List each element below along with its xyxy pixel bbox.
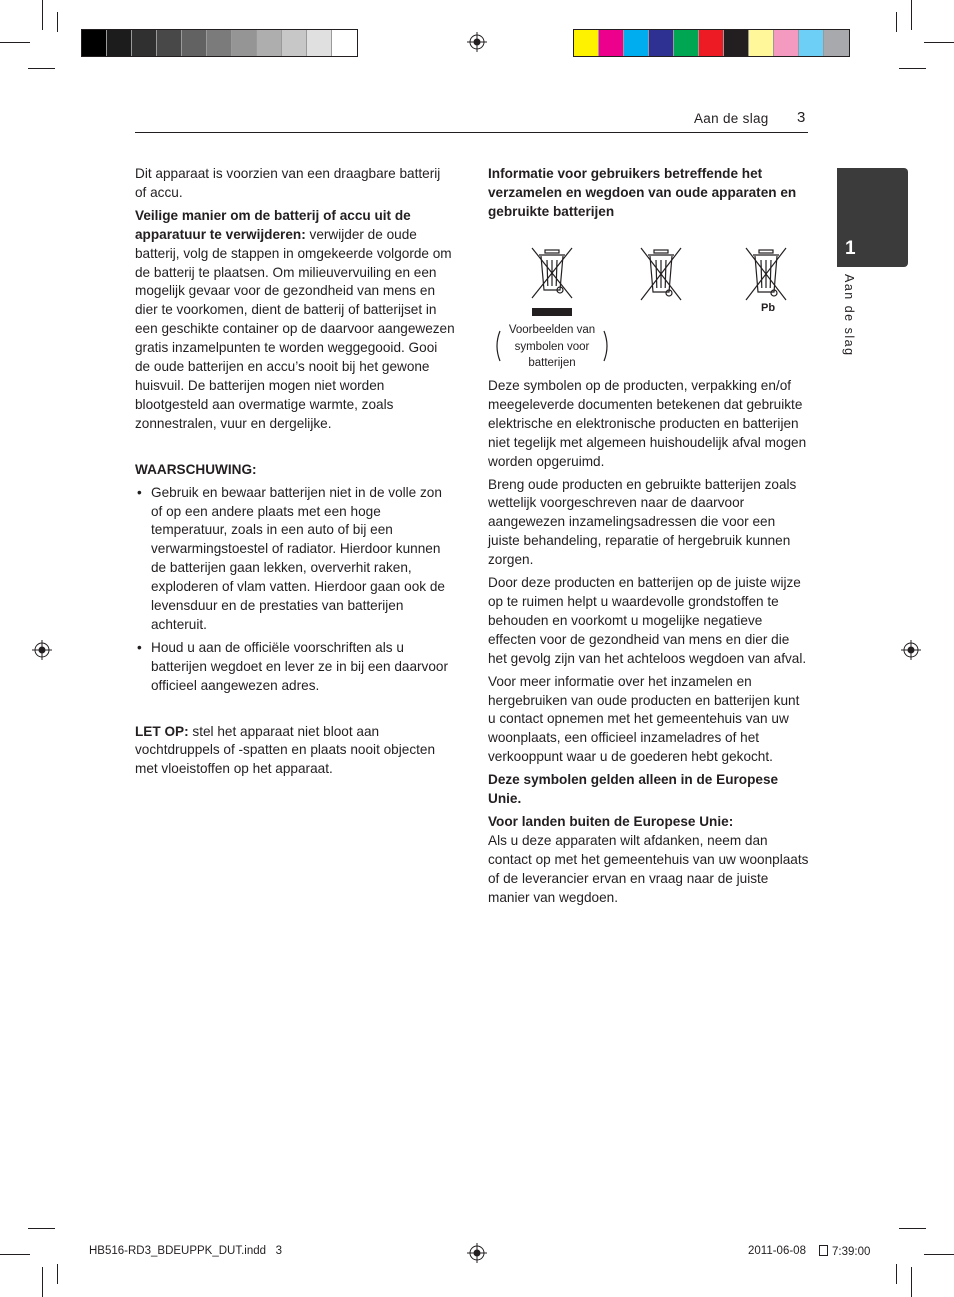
warning-title — [135, 461, 455, 480]
color-swatch — [282, 30, 307, 56]
crossed-bin-pb-icon — [744, 246, 788, 304]
color-swatch — [207, 30, 232, 56]
list-item: • Gebruik en bewaar batterijen niet in de volle zon of op een andere plaats met een hoge temperatuur, zoals in een auto of bij een verwarmingstoestel of radiator. Hierdoor kunnen de batterijen gaan lekken, oververhit raken, exploderen of vlam vatten. Hierdoor gaan ook de levensduur en de prestaties van batterijen achteruit. — [135, 484, 455, 635]
safe-removal-paragraph — [135, 207, 455, 434]
non-eu-body: Als u deze apparaten wilt afdanken, neem dan contact op met het gemeentehuis van uw woonplaats of de leverancier ervan en vraag naar de juiste manier van wegdoen. — [488, 832, 809, 905]
warning-list — [135, 484, 455, 696]
disposal-paragraph: Deze symbolen op de producten, verpakking en/of meegeleverde documenten betekenen dat gebruikte elektrische en elektronische producten en batterijen niet tegelijk met algemeen huishoudelijk afval mogen worden opgeruimd. — [488, 378, 807, 469]
footer-time: 7:39:00 — [832, 1246, 871, 1258]
color-swatch — [232, 30, 257, 56]
grayscale-color-bar — [81, 29, 358, 57]
running-header-title: Aan de slag — [694, 111, 769, 126]
list-item: • Houd u aan de officiële voorschriften als u batterijen wegdoet en lever ze in bij een daarvoor officieel aangewezen adres. — [135, 639, 455, 696]
registration-mark-icon — [32, 640, 52, 660]
footer-date: 2011-06-08 — [748, 1245, 806, 1257]
info-title: Informatie voor gebruikers betreffende het verzamelen en wegdoen van oude apparaten en gebruikte batterijen — [488, 166, 797, 219]
non-eu-title: Voor landen buiten de Europese Unie: — [488, 813, 734, 829]
color-swatch — [307, 30, 332, 56]
color-swatch — [824, 30, 849, 56]
registration-mark-icon — [467, 32, 487, 52]
caution-title: LET OP: — [135, 723, 189, 739]
color-swatch — [257, 30, 282, 56]
color-swatch — [157, 30, 182, 56]
footer-time-group — [819, 1245, 870, 1258]
footer-file-name: HB516-RD3_BDEUPPK_DUT.indd 3 — [89, 1245, 283, 1257]
color-swatch — [107, 30, 132, 56]
intro-paragraph: Dit apparaat is voorzien van een draagbare batterij of accu. — [135, 166, 441, 200]
color-swatch — [574, 30, 599, 56]
eu-only-note: Deze symbolen gelden alleen in de Europese Unie. — [488, 772, 779, 807]
header-rule — [135, 132, 808, 133]
disposal-paragraph: Voor meer informatie over het inzamelen en hergebruiken van oude producten en batterijen kunt u contact opnemen met het gemeentehuis van uw woonplaats, een officieel inzameladres of het verkooppunt waar u de goederen hebt gekocht. — [488, 673, 800, 765]
left-column — [135, 165, 455, 783]
disposal-paragraph: Breng oude producten en gebruikte batterijen zoals wettelijk voorgeschreven naar de daarvoor aangewezen inzamelingsadressen die voor een juiste behandeling, reparatie of hergebruik kunnen zorgen. — [488, 476, 797, 568]
color-swatch — [799, 30, 824, 56]
color-swatch — [182, 30, 207, 56]
caption-right-bracket-icon — [602, 330, 612, 362]
page-number: 3 — [797, 109, 806, 126]
color-swatch — [724, 30, 749, 56]
caution-body: stel het apparaat niet bloot aan vochtdruppels of -spatten en plaats nooit objecten met vloeistoffen op het apparaat. — [135, 723, 436, 777]
color-swatch — [599, 30, 624, 56]
safe-removal-title: Veilige manier om de batterij of accu uit de apparatuur te verwijderen: — [135, 207, 411, 242]
crossed-bin-icon — [639, 246, 683, 304]
symbols-caption: Voorbeelden van symbolen voor batterijen — [508, 324, 596, 369]
color-swatch — [774, 30, 799, 56]
chapter-side-label: Aan de slag — [842, 274, 856, 357]
clock-glyph-icon — [819, 1245, 828, 1256]
right-column-body — [488, 377, 810, 911]
color-swatch — [332, 30, 357, 56]
chapter-number: 1 — [845, 238, 856, 259]
color-swatch — [749, 30, 774, 56]
safe-removal-body: verwijder de oude batterij, volg de stappen in omgekeerde volgorde om de batterij te plaatsen. Om milieuvervuiling en een mogelijk gevaar voor de gezondheid van mens en dier te voorkomen, dient de batterij of batterijset in een geschikte container op de daarvoor aangewezen gratis inzamelpunten te worden weggegooid. Gooi de oude batterijen en accu’s nooit bij het gewone huisvuil. De batterijen mogen niet worden blootgesteld aan overmatige warmte, zoals zonnestralen, vuur en dergelijke. — [135, 226, 455, 431]
color-swatch — [132, 30, 157, 56]
right-column — [488, 165, 810, 222]
crossed-bin-with-bar-icon — [530, 246, 574, 318]
registration-mark-icon — [901, 640, 921, 660]
color-swatch — [699, 30, 724, 56]
color-swatch — [674, 30, 699, 56]
color-swatch — [82, 30, 107, 56]
process-color-bar — [573, 29, 850, 57]
warning-title-text: WAARSCHUWING: — [135, 461, 257, 477]
color-swatch — [624, 30, 649, 56]
disposal-paragraph: Door deze producten en batterijen op de juiste wijze op te ruimen helpt u waardevolle grondstoffen te behouden en voorkomt u mogelijke negatieve effecten voor de gezondheid van mens en dier die het gevolg zijn van het achteloos wegdoen van afval. — [488, 575, 807, 666]
registration-mark-icon — [467, 1243, 487, 1263]
color-swatch — [649, 30, 674, 56]
caution-paragraph — [135, 723, 455, 780]
pb-label: Pb — [761, 302, 776, 314]
